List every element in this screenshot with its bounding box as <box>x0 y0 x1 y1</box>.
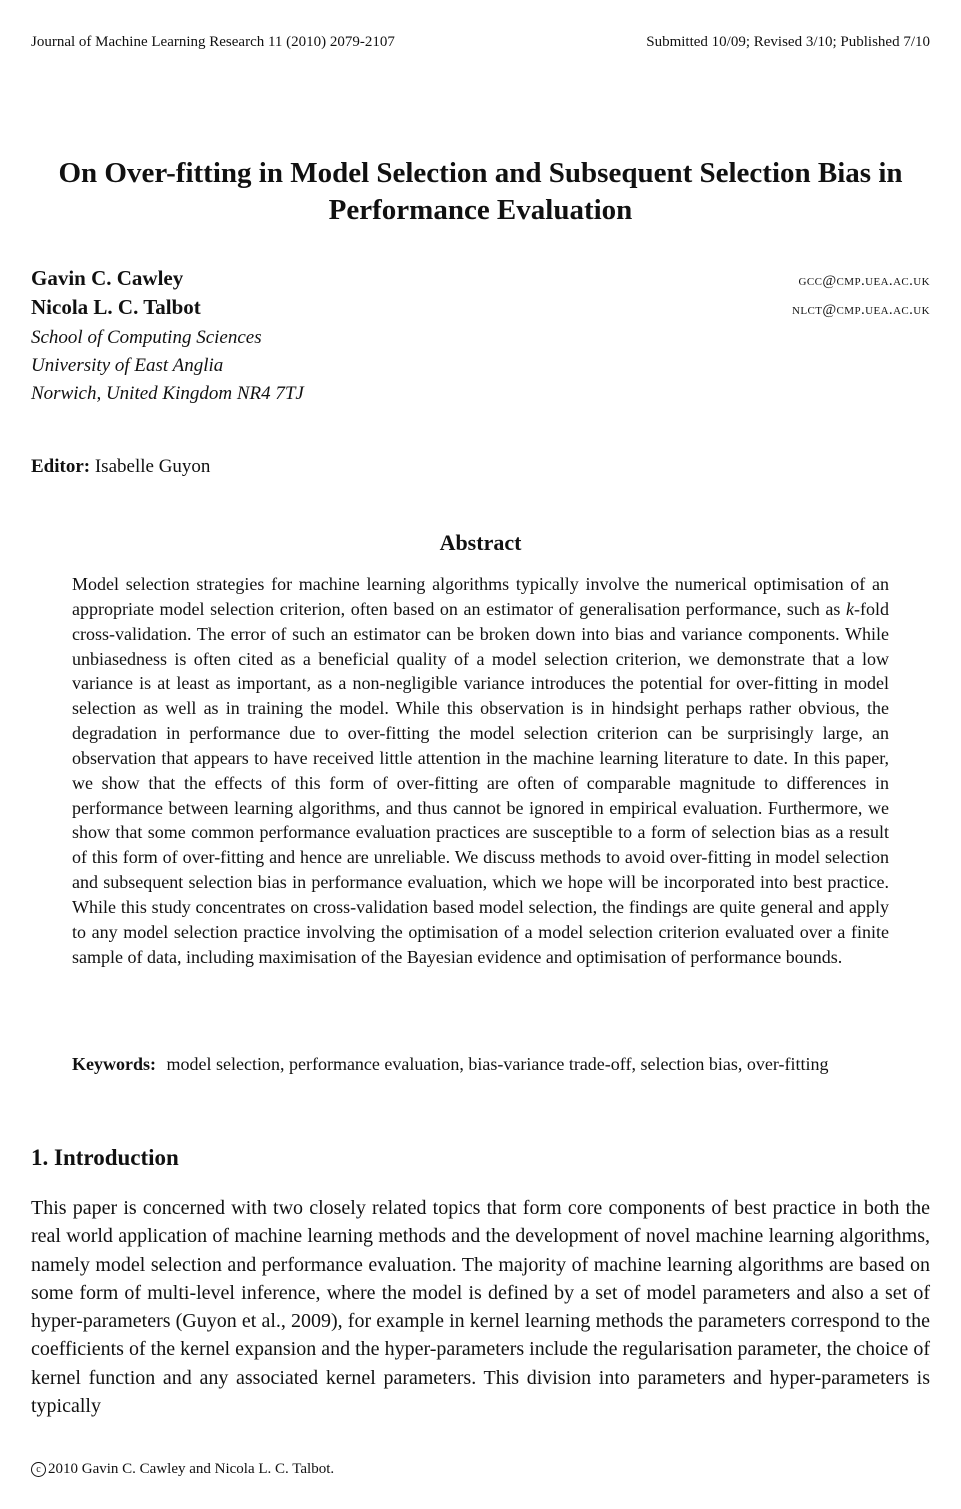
paper-title-line-2: Performance Evaluation <box>328 194 633 226</box>
paper-title-line-1: On Over-fitting in Model Selection and Subsequent Selection Bias in <box>58 157 903 189</box>
submission-history: Submitted 10/09; Revised 3/10; Published 7/10 <box>646 34 930 50</box>
abstract-k-variable: k <box>846 598 854 619</box>
abstract-text-part-2: -fold cross-validation. The error of such an estimator can be broken down into bias and variance components. While unbiasedness is often cited as a beneficial quality of a model selection criterion, we demonstrate that a low variance is at least as important, as a non-negligible variance introduces the potential for over-fitting in model selection as well as in training the model. While this observation is in hindsight perhaps rather obvious, the degradation in performance due to over-fitting the model selection criterion can be surprisingly large, an observation that appears to have received little attention in the machine learning literature to date. In this paper, we show that the effects of this form of over-fitting are often of comparable magnitude to differences in performance between learning algorithms, and thus cannot be ignored in empirical evaluation. Furthermore, we show that some common performance evaluation practices are susceptible to a form of selection bias as a result of this form of over-fitting and hence are unreliable. We discuss methods to avoid over-fitting in model selection and subsequent selection bias in performance evaluation, which we hope will be incorporated into best practice. While this study concentrates on cross-validation based model selection, the findings are quite general and apply to any model selection practice involving the optimisation of a model selection criterion evaluated over a finite sample of data, including maximisation of the Bayesian evidence and optimisation of performance bounds. <box>72 598 889 967</box>
author-email-1[interactable]: gcc@cmp.uea.ac.uk <box>798 273 930 289</box>
editor-name: Isabelle Guyon <box>94 456 211 477</box>
editor-label: Editor: <box>31 456 91 477</box>
author-row-2 <box>31 295 930 324</box>
editor-line <box>31 454 210 480</box>
author-block <box>31 266 930 408</box>
keywords-label: Keywords: <box>72 1054 156 1074</box>
author-row-1 <box>31 266 930 295</box>
affiliation-line-1: School of Computing Sciences <box>31 327 262 348</box>
affiliation-line-3: Norwich, United Kingdom NR4 7TJ <box>31 383 304 404</box>
abstract-text <box>72 572 889 970</box>
affiliation <box>31 324 930 408</box>
introduction-paragraph: This paper is concerned with two closely related topics that form core components of best practice in both the real world application of machine learning methods and the development of novel machine learning algorithms, namely model selection and performance evaluation. The majority of machine learning algorithms are based on some form of multi-level inference, where the model is defined by a set of model parameters and also a set of hyper-parameters (Guyon et al., 2009), for example in kernel learning methods the parameters correspond to the coefficients of the kernel expansion and the hyper-parameters include the regularisation parameter, the choice of kernel function and any associated kernel parameters. This division into parameters and hyper-parameters is typically <box>31 1197 930 1418</box>
abstract-heading: Abstract <box>439 530 522 555</box>
author-name-2: Nicola L. C. Talbot <box>31 295 201 319</box>
copyright-icon: c <box>31 1462 46 1477</box>
copyright-footer <box>31 1460 334 1478</box>
author-email-2[interactable]: nlct@cmp.uea.ac.uk <box>792 302 930 318</box>
copyright-text: 2010 Gavin C. Cawley and Nicola L. C. Talbot. <box>48 1461 335 1477</box>
keywords-text: model selection, performance evaluation, bias-variance trade-off, selection bias, over-fitting <box>166 1054 829 1074</box>
affiliation-line-2: University of East Anglia <box>31 355 224 376</box>
author-name-1: Gavin C. Cawley <box>31 266 184 290</box>
section-heading-introduction: 1. Introduction <box>31 1145 179 1170</box>
abstract-text-part-1: Model selection strategies for machine learning algorithms typically involve the numerical optimisation of an appropriate model selection criterion, often based on an estimator of generalisation performance, such as <box>72 574 889 619</box>
keywords <box>72 1052 889 1077</box>
journal-citation: Journal of Machine Learning Research 11 (2010) 2079-2107 <box>31 34 395 50</box>
paper-title <box>31 155 930 229</box>
running-head <box>31 33 930 51</box>
